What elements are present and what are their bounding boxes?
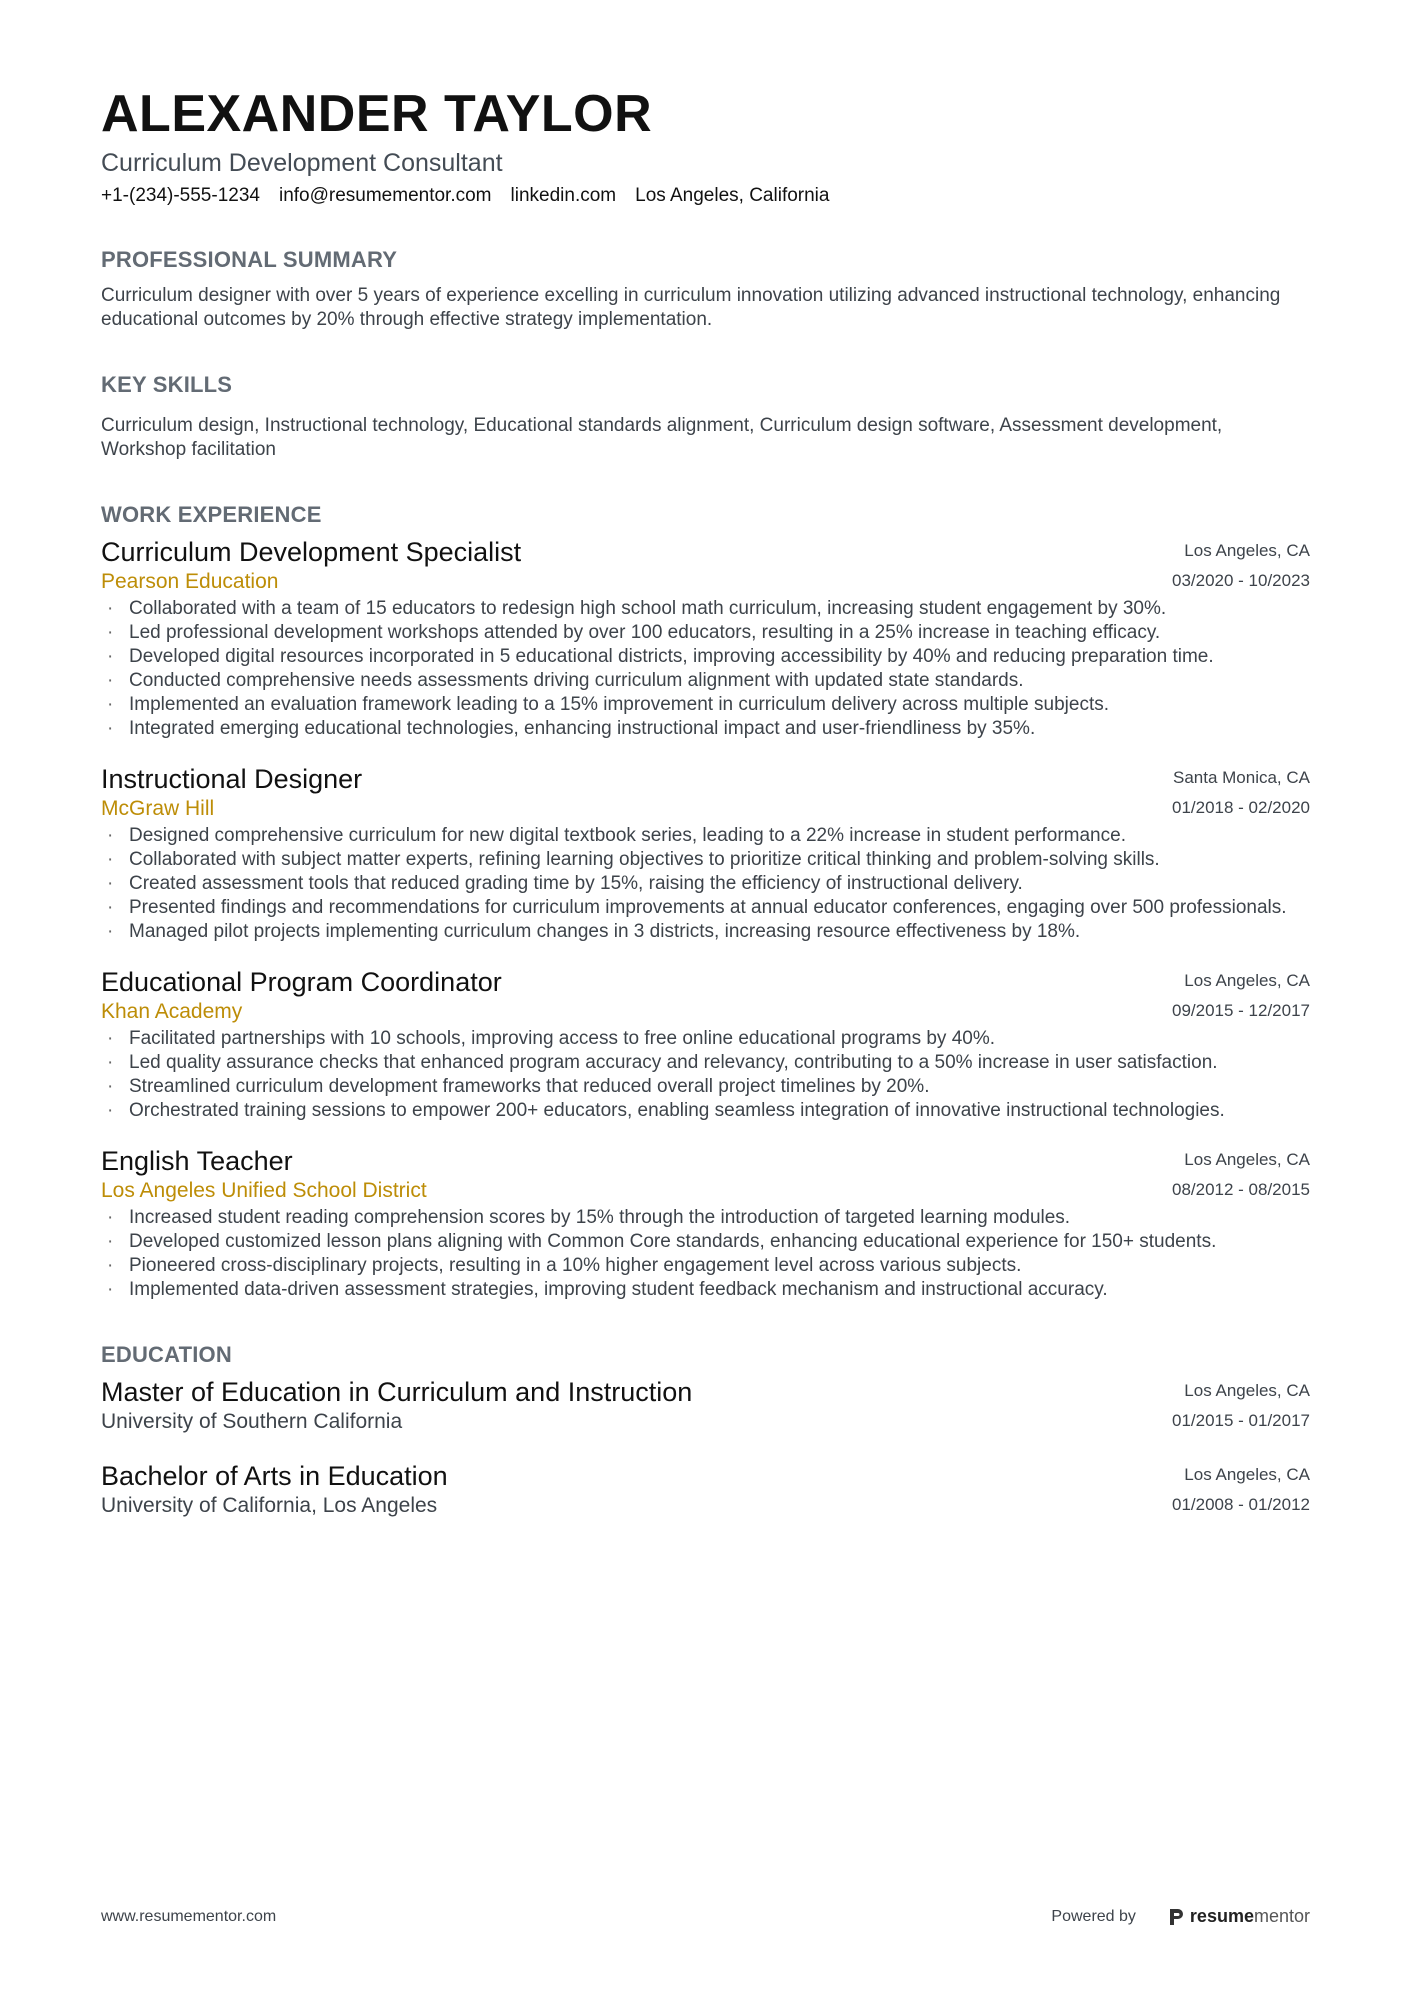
job-location: Los Angeles, CA — [1184, 971, 1310, 990]
job-company: McGraw Hill — [101, 797, 215, 820]
job-company: Los Angeles Unified School District — [101, 1179, 427, 1202]
education-heading: EDUCATION — [101, 1342, 232, 1367]
contact-row — [101, 183, 1310, 209]
resumementor-logo[interactable] — [1168, 1906, 1310, 1927]
job-location: Los Angeles, CA — [1184, 541, 1310, 560]
job-bullets — [101, 824, 1310, 944]
job-location: Los Angeles, CA — [1184, 1150, 1310, 1169]
job-entry — [101, 763, 1310, 944]
skills-section — [101, 370, 1310, 462]
job-bullet: · Designed comprehensive curriculum for new digital textbook series, leading to a 22% increase in student performance. — [101, 824, 1310, 848]
education-degree: Master of Education in Curriculum and Instruction — [101, 1377, 693, 1407]
job-bullets — [101, 597, 1310, 741]
job-dates: 01/2018 - 02/2020 — [1171, 798, 1310, 817]
job-bullet: · Presented findings and recommendations for curriculum improvements at annual educator conferences, engaging over 500 professionals. — [101, 896, 1310, 920]
job-bullet: · Developed customized lesson plans aligning with Common Core standards, enhancing educational experience for 150+ students. — [101, 1230, 1310, 1254]
job-bullet: · Created assessment tools that reduced grading time by 15%, raising the efficiency of instructional delivery. — [101, 872, 1310, 896]
education-school: University of California, Los Angeles — [101, 1494, 438, 1517]
education-dates: 01/2015 - 01/2017 — [1171, 1411, 1310, 1430]
logo-text-light: mentor — [1253, 1906, 1310, 1926]
job-company: Pearson Education — [101, 570, 279, 593]
job-bullet: · Conducted comprehensive needs assessments driving curriculum alignment with updated state standards. — [101, 669, 1310, 693]
job-dates: 08/2012 - 08/2015 — [1171, 1180, 1310, 1199]
contact-email[interactable]: info@resumementor.com — [278, 185, 492, 206]
resumementor-logo-icon — [1168, 1907, 1184, 1927]
resume-page — [101, 82, 1310, 1520]
contact-linkedin[interactable]: linkedin.com — [510, 185, 617, 206]
job-bullet: · Increased student reading comprehension scores by 15% through the introduction of targeted learning modules. — [101, 1206, 1310, 1230]
job-bullets — [101, 1027, 1310, 1123]
job-dates: 03/2020 - 10/2023 — [1171, 571, 1310, 590]
job-entry — [101, 536, 1310, 741]
experience-heading: WORK EXPERIENCE — [101, 502, 322, 527]
job-title: Instructional Designer — [101, 764, 363, 794]
job-company: Khan Academy — [101, 1000, 243, 1023]
education-entry — [101, 1460, 1310, 1520]
job-bullet: · Led quality assurance checks that enhanced program accuracy and relevancy, contributing to a 50% increase in user satisfaction. — [101, 1051, 1310, 1075]
job-title: Educational Program Coordinator — [101, 967, 502, 997]
job-title: English Teacher — [101, 1146, 293, 1176]
footer-site-link[interactable]: www.resumementor.com — [101, 1907, 277, 1925]
candidate-name: ALEXANDER TAYLOR — [101, 85, 653, 143]
job-bullet: · Pioneered cross-disciplinary projects, resulting in a 10% higher engagement level across various subjects. — [101, 1254, 1310, 1278]
job-bullet: · Implemented data-driven assessment strategies, improving student feedback mechanism and instructional accuracy. — [101, 1278, 1310, 1302]
job-bullets — [101, 1206, 1310, 1302]
contact-location: Los Angeles, California — [635, 185, 830, 206]
education-section — [101, 1340, 1310, 1520]
job-bullet: · Led professional development workshops attended by over 100 educators, resulting in a 25% increase in teaching efficacy. — [101, 621, 1310, 645]
job-bullet: · Collaborated with subject matter experts, refining learning objectives to prioritize critical thinking and problem-solving skills. — [101, 848, 1310, 872]
job-entry — [101, 1145, 1310, 1302]
job-bullet: · Orchestrated training sessions to empower 200+ educators, enabling seamless integration of innovative instructional technologies. — [101, 1099, 1310, 1123]
page-footer — [101, 1906, 1310, 1927]
logo-text-bold: resume — [1189, 1906, 1254, 1926]
job-bullet: · Collaborated with a team of 15 educators to redesign high school math curriculum, increasing student engagement by 30%. — [101, 597, 1310, 621]
job-bullet: · Streamlined curriculum development frameworks that reduced overall project timelines by 20%. — [101, 1075, 1310, 1099]
education-dates: 01/2008 - 01/2012 — [1171, 1495, 1310, 1514]
summary-text: Curriculum designer with over 5 years of experience excelling in curriculum innovation utilizing advanced instructional technology, enhancing educational outcomes by 20% through effective strategy implementation. — [101, 285, 1281, 330]
footer-branding — [1051, 1906, 1310, 1927]
job-bullet: · Integrated emerging educational technologies, enhancing instructional impact and user-friendliness by 35%. — [101, 717, 1310, 741]
experience-section — [101, 500, 1310, 1302]
powered-by-label: Powered by — [1051, 1907, 1136, 1925]
education-location: Los Angeles, CA — [1184, 1465, 1310, 1484]
job-entry — [101, 966, 1310, 1123]
education-school: University of Southern California — [101, 1410, 403, 1433]
education-entry — [101, 1376, 1310, 1436]
skills-text: Curriculum design, Instructional technology, Educational standards alignment, Curriculum design software, Assessment development, Workshop facilitation — [101, 415, 1223, 460]
education-degree: Bachelor of Arts in Education — [101, 1461, 448, 1491]
summary-section — [101, 245, 1310, 332]
job-dates: 09/2015 - 12/2017 — [1171, 1001, 1310, 1020]
job-bullet: · Facilitated partnerships with 10 schools, improving access to free online educational programs by 40%. — [101, 1027, 1310, 1051]
skills-heading: KEY SKILLS — [101, 372, 233, 397]
job-bullet: · Developed digital resources incorporated in 5 educational districts, improving accessibility by 40% and reducing preparation time. — [101, 645, 1310, 669]
candidate-title: Curriculum Development Consultant — [101, 149, 503, 177]
summary-heading: PROFESSIONAL SUMMARY — [101, 247, 398, 272]
contact-phone: +1-(234)-555-1234 — [101, 185, 260, 206]
job-title: Curriculum Development Specialist — [101, 537, 522, 567]
job-location: Santa Monica, CA — [1172, 768, 1310, 787]
job-bullet: · Implemented an evaluation framework leading to a 15% improvement in curriculum delivery across multiple subjects. — [101, 693, 1310, 717]
job-bullet: · Managed pilot projects implementing curriculum changes in 3 districts, increasing resource effectiveness by 18%. — [101, 920, 1310, 944]
education-location: Los Angeles, CA — [1184, 1381, 1310, 1400]
